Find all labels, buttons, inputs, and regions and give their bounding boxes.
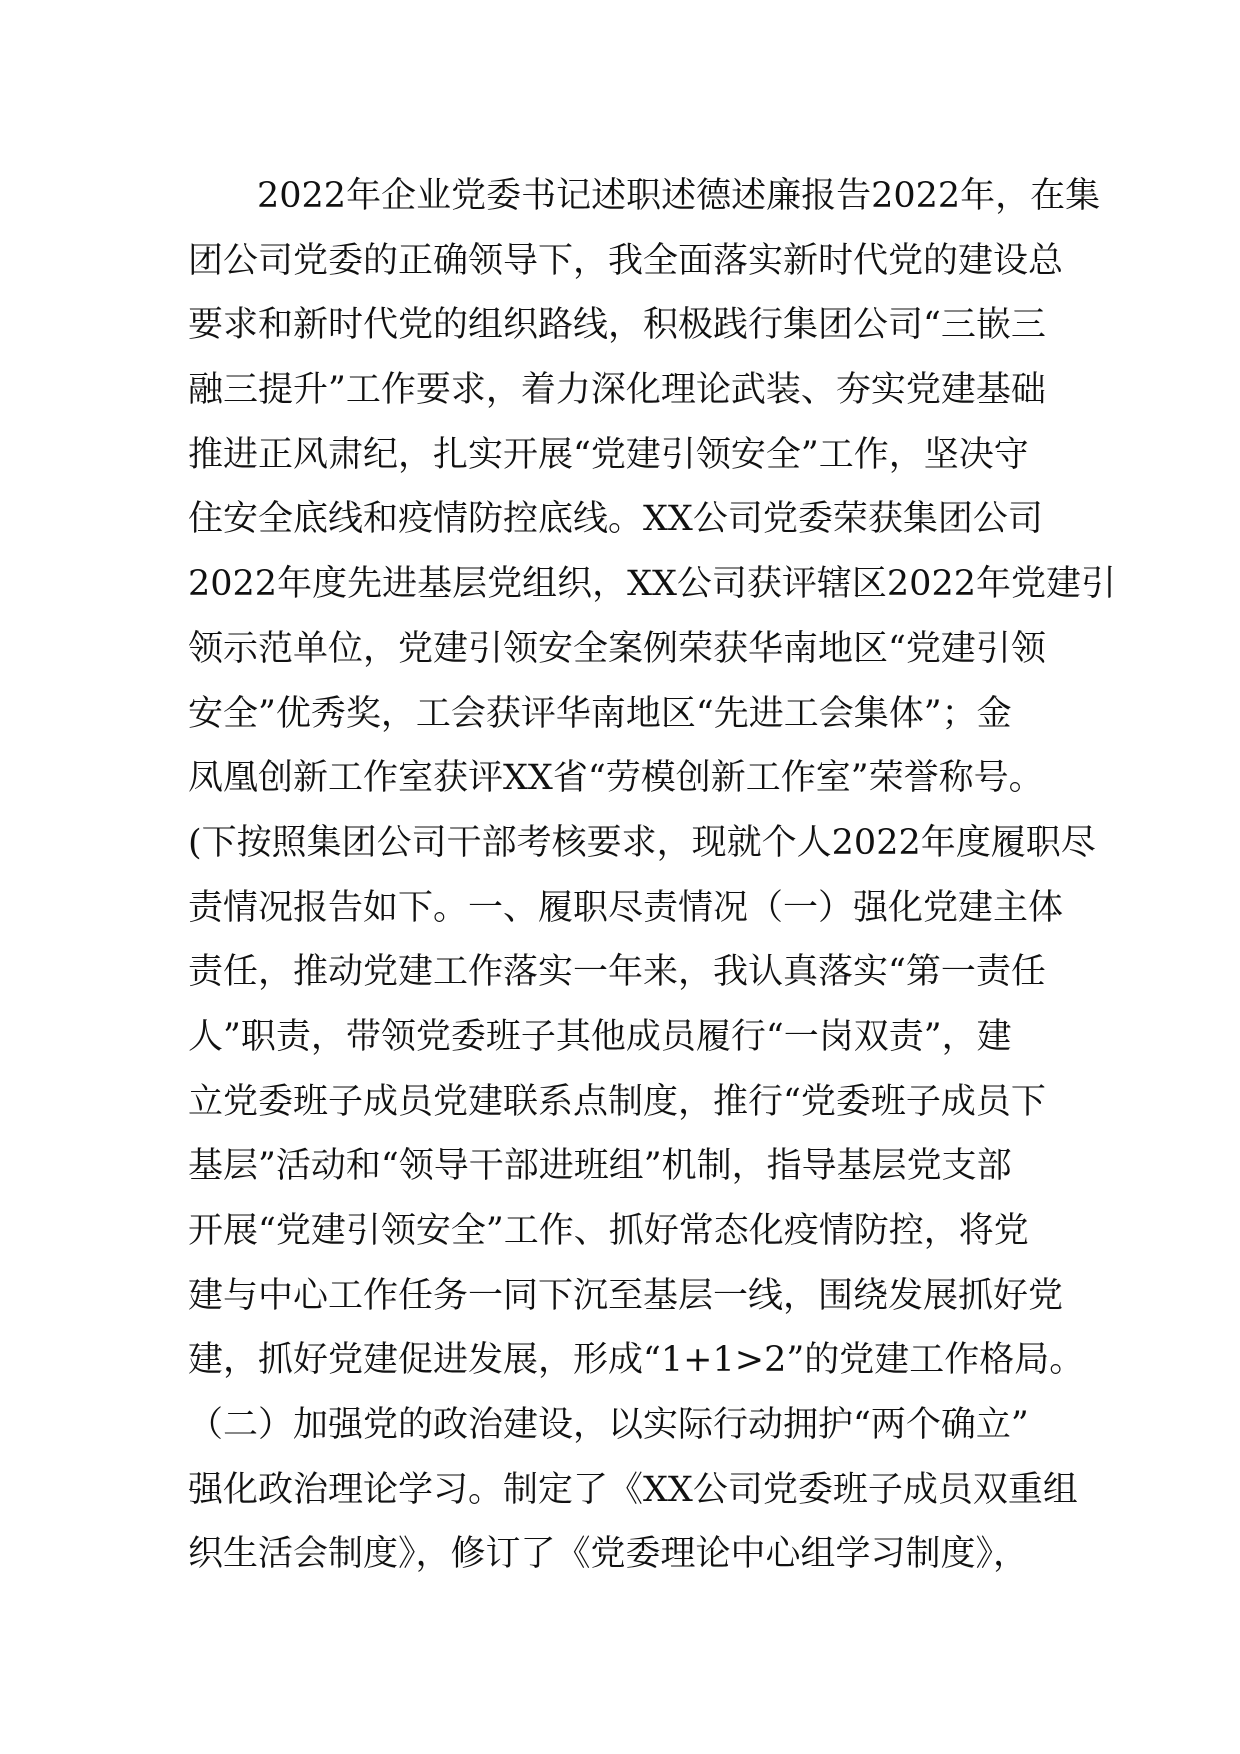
text-line: 团公司党委的正确领导下，我全面落实新时代党的建设总 xyxy=(188,240,1064,281)
text-line: 织生活会制度》，修订了《党委理论中心组学习制度》， xyxy=(188,1534,1029,1575)
text-line: 安全”优秀奖，工会获评华南地区“先进工会集体”；金 xyxy=(188,693,1012,734)
text-line: 推进正风肃纪，扎实开展“党建引领安全”工作，坚决守 xyxy=(188,434,1029,475)
text-line: 基层”活动和“领导干部进班组”机制，指导基层党支部 xyxy=(188,1146,1012,1187)
text-line: 人”职责，带领党委班子其他成员履行“一岗双责”，建 xyxy=(188,1016,1012,1057)
text-line: 责任，推动党建工作落实一年来，我认真落实“第一责任 xyxy=(188,952,1046,993)
text-line: 2022年度先进基层党组织，XX公司获评辖区2022年党建引 xyxy=(188,564,1116,605)
text-line: 强化政治理论学习。制定了《XX公司党委班子成员双重组 xyxy=(188,1469,1078,1510)
text-line: 建与中心工作任务一同下沉至基层一线，围绕发展抓好党 xyxy=(188,1275,1064,1316)
text-line: 建，抓好党建促进发展，形成“1+1>2”的党建工作格局。 xyxy=(188,1340,1085,1381)
text-line: 住安全底线和疫情防控底线。XX公司党委荣获集团公司 xyxy=(188,499,1043,540)
text-line: 领示范单位，党建引领安全案例荣获华南地区“党建引领 xyxy=(188,628,1046,669)
text-line: 立党委班子成员党建联系点制度，推行“党委班子成员下 xyxy=(188,1081,1046,1122)
report-body xyxy=(188,164,1116,1587)
text-line: 要求和新时代党的组织路线，积极践行集团公司“三嵌三 xyxy=(188,305,1046,346)
text-line: 开展“党建引领安全”工作、抓好常态化疫情防控，将党 xyxy=(188,1211,1029,1251)
text-line: 融三提升”工作要求，着力深化理论武装、夯实党建基础 xyxy=(188,370,1046,411)
text-line: （二）加强党的政治建设，以实际行动拥护“两个确立” xyxy=(188,1405,1029,1446)
text-line: 凤凰创新工作室获评XX省“劳模创新工作室”荣誉称号。 xyxy=(188,758,1044,799)
text-line: 责情况报告如下。一、履职尽责情况（一）强化党建主体 xyxy=(188,887,1064,928)
text-line: (下按照集团公司干部考核要求，现就个人2022年度履职尽 xyxy=(188,822,1096,863)
text-line: 2022年企业党委书记述职述德述廉报告2022年，在集 xyxy=(257,176,1101,216)
